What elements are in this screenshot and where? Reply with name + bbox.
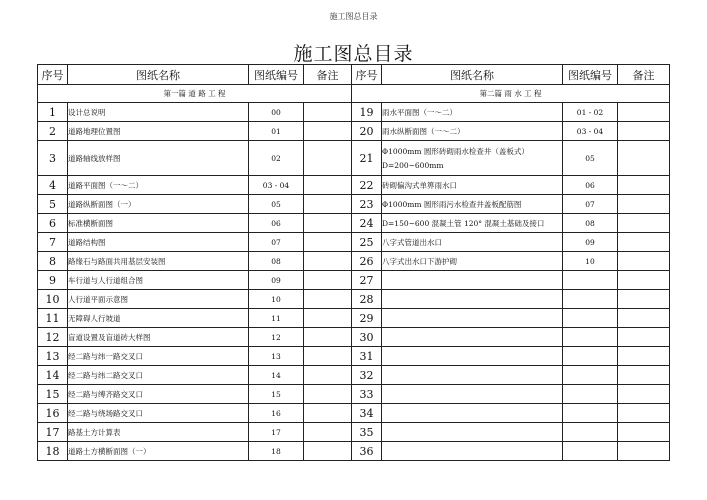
left-seq: 2 <box>38 122 68 141</box>
right-drawing-name: 八字式管道出水口 <box>382 233 563 252</box>
left-seq: 3 <box>38 141 68 176</box>
header-code-left: 图纸编号 <box>249 65 304 85</box>
right-drawing-name: 雨水纵断面图（一～二） <box>382 122 563 141</box>
right-drawing-code <box>563 442 618 461</box>
left-drawing-name: 道路结构图 <box>68 233 249 252</box>
left-drawing-name: 道路地理位置图 <box>68 122 249 141</box>
right-drawing-code: 06 <box>563 176 618 195</box>
table-row <box>38 233 670 252</box>
right-drawing-code <box>563 423 618 442</box>
right-seq: 28 <box>352 290 382 309</box>
left-drawing-name: 道路土方横断面图（一） <box>68 442 249 461</box>
right-drawing-code <box>563 404 618 423</box>
page-header-note: 施工图总目录 <box>329 12 378 21</box>
left-note <box>304 328 352 347</box>
left-drawing-name: 经二路与纬二路交叉口 <box>68 366 249 385</box>
right-note <box>618 366 670 385</box>
left-drawing-name: 道路平面图（一～二） <box>68 176 249 195</box>
right-note <box>618 141 670 176</box>
right-seq: 29 <box>352 309 382 328</box>
right-seq: 31 <box>352 347 382 366</box>
table-row <box>38 423 670 442</box>
right-seq: 30 <box>352 328 382 347</box>
right-drawing-code: 07 <box>563 195 618 214</box>
left-drawing-code: 02 <box>249 141 304 176</box>
right-note <box>618 328 670 347</box>
right-drawing-name: 八字式出水口下游护砌 <box>382 252 563 271</box>
header-seq-left: 序号 <box>38 65 68 85</box>
right-drawing-code <box>563 366 618 385</box>
right-drawing-name: 砖砌偏沟式单箅雨水口 <box>382 176 563 195</box>
right-note <box>618 176 670 195</box>
left-drawing-code: 18 <box>249 442 304 461</box>
table-row <box>38 385 670 404</box>
right-seq: 24 <box>352 214 382 233</box>
section-left-road: 第一篇 道 路 工 程 <box>38 85 352 103</box>
left-note <box>304 176 352 195</box>
left-seq: 9 <box>38 271 68 290</box>
left-note <box>304 103 352 122</box>
table-row <box>38 195 670 214</box>
right-seq: 35 <box>352 423 382 442</box>
right-drawing-name <box>382 271 563 290</box>
left-note <box>304 366 352 385</box>
left-drawing-code: 15 <box>249 385 304 404</box>
left-drawing-name: 道路轴线放样图 <box>68 141 249 176</box>
right-drawing-name <box>382 328 563 347</box>
left-drawing-name: 经二路与纬一路交叉口 <box>68 347 249 366</box>
left-note <box>304 347 352 366</box>
left-drawing-name: 路缘石与路面共用基层安装图 <box>68 252 249 271</box>
header-name-left: 图纸名称 <box>68 65 249 85</box>
left-seq: 13 <box>38 347 68 366</box>
right-seq: 25 <box>352 233 382 252</box>
table-row <box>38 176 670 195</box>
left-drawing-code: 09 <box>249 271 304 290</box>
right-drawing-name <box>382 347 563 366</box>
left-note <box>304 214 352 233</box>
left-note <box>304 442 352 461</box>
table-row <box>38 214 670 233</box>
left-drawing-name: 人行道平面示意图 <box>68 290 249 309</box>
left-drawing-code: 06 <box>249 214 304 233</box>
document-title: 施工图总目录 <box>293 43 414 65</box>
right-drawing-name <box>382 309 563 328</box>
section-right-rainwater: 第二篇 雨 水 工 程 <box>352 85 670 103</box>
right-drawing-code: 09 <box>563 233 618 252</box>
left-seq: 8 <box>38 252 68 271</box>
table-row <box>38 328 670 347</box>
left-seq: 7 <box>38 233 68 252</box>
right-note <box>618 385 670 404</box>
left-drawing-code: 00 <box>249 103 304 122</box>
right-seq: 22 <box>352 176 382 195</box>
table-row <box>38 366 670 385</box>
right-note <box>618 122 670 141</box>
left-drawing-code: 14 <box>249 366 304 385</box>
left-seq: 18 <box>38 442 68 461</box>
right-drawing-name <box>382 423 563 442</box>
left-note <box>304 290 352 309</box>
table-row <box>38 103 670 122</box>
left-drawing-code: 11 <box>249 309 304 328</box>
right-seq: 27 <box>352 271 382 290</box>
header-name-right: 图纸名称 <box>382 65 563 85</box>
left-seq: 5 <box>38 195 68 214</box>
header-code-right: 图纸编号 <box>563 65 618 85</box>
right-drawing-code <box>563 385 618 404</box>
right-drawing-name <box>382 404 563 423</box>
right-drawing-name: D=150~600 混凝土管 120° 混凝土基础及接口 <box>382 214 563 233</box>
right-drawing-name <box>382 385 563 404</box>
right-drawing-name: 雨水平面图（一～二） <box>382 103 563 122</box>
section-row <box>38 85 670 103</box>
left-seq: 16 <box>38 404 68 423</box>
right-note <box>618 347 670 366</box>
left-drawing-name: 车行道与人行道组合图 <box>68 271 249 290</box>
right-drawing-name: Φ1000mm 圆形砖砌雨水检查井（盖板式）D=200~600mm <box>382 141 563 176</box>
left-note <box>304 252 352 271</box>
left-drawing-name: 无障碍人行坡道 <box>68 309 249 328</box>
right-note <box>618 404 670 423</box>
right-drawing-code <box>563 271 618 290</box>
left-note <box>304 141 352 176</box>
right-drawing-code: 05 <box>563 141 618 176</box>
right-drawing-code <box>563 328 618 347</box>
right-note <box>618 103 670 122</box>
left-drawing-name: 路基土方计算表 <box>68 423 249 442</box>
right-drawing-code <box>563 347 618 366</box>
right-drawing-code: 03 - 04 <box>563 122 618 141</box>
left-drawing-code: 08 <box>249 252 304 271</box>
table-header-row <box>38 65 670 85</box>
right-seq: 19 <box>352 103 382 122</box>
right-drawing-code <box>563 290 618 309</box>
table-row <box>38 290 670 309</box>
left-drawing-code: 03 - 04 <box>249 176 304 195</box>
left-seq: 1 <box>38 103 68 122</box>
right-seq: 33 <box>352 385 382 404</box>
header-seq-right: 序号 <box>352 65 382 85</box>
left-seq: 15 <box>38 385 68 404</box>
right-seq: 23 <box>352 195 382 214</box>
left-note <box>304 271 352 290</box>
right-drawing-code: 08 <box>563 214 618 233</box>
left-drawing-name: 标准横断面图 <box>68 214 249 233</box>
left-note <box>304 233 352 252</box>
left-drawing-code: 10 <box>249 290 304 309</box>
left-seq: 17 <box>38 423 68 442</box>
left-seq: 11 <box>38 309 68 328</box>
left-note <box>304 122 352 141</box>
right-note <box>618 252 670 271</box>
right-drawing-name <box>382 366 563 385</box>
right-seq: 36 <box>352 442 382 461</box>
right-note <box>618 442 670 461</box>
left-drawing-name: 设计总说明 <box>68 103 249 122</box>
left-drawing-code: 13 <box>249 347 304 366</box>
drawing-catalog-table <box>37 64 670 461</box>
right-note <box>618 309 670 328</box>
left-drawing-code: 17 <box>249 423 304 442</box>
table-row <box>38 252 670 271</box>
left-drawing-name: 盲道设置及盲道砖大样图 <box>68 328 249 347</box>
right-drawing-name <box>382 442 563 461</box>
left-drawing-code: 16 <box>249 404 304 423</box>
left-note <box>304 195 352 214</box>
right-drawing-code: 10 <box>563 252 618 271</box>
header-note-right: 备注 <box>618 65 670 85</box>
right-seq: 34 <box>352 404 382 423</box>
right-seq: 21 <box>352 141 382 176</box>
left-drawing-name: 道路纵断面图（一） <box>68 195 249 214</box>
right-note <box>618 423 670 442</box>
table-row <box>38 347 670 366</box>
left-drawing-name: 经二路与缚齐路交叉口 <box>68 385 249 404</box>
left-seq: 12 <box>38 328 68 347</box>
left-note <box>304 309 352 328</box>
left-drawing-code: 01 <box>249 122 304 141</box>
left-drawing-code: 07 <box>249 233 304 252</box>
right-seq: 20 <box>352 122 382 141</box>
left-note <box>304 385 352 404</box>
left-drawing-code: 12 <box>249 328 304 347</box>
right-drawing-name: Φ1000mm 圆形雨污水检查井盖板配筋图 <box>382 195 563 214</box>
left-seq: 6 <box>38 214 68 233</box>
right-note <box>618 195 670 214</box>
right-drawing-name <box>382 290 563 309</box>
left-seq: 10 <box>38 290 68 309</box>
left-seq: 14 <box>38 366 68 385</box>
table-row <box>38 271 670 290</box>
table-row <box>38 122 670 141</box>
left-note <box>304 423 352 442</box>
right-seq: 32 <box>352 366 382 385</box>
left-seq: 4 <box>38 176 68 195</box>
right-note <box>618 271 670 290</box>
right-drawing-code <box>563 309 618 328</box>
left-drawing-code: 05 <box>249 195 304 214</box>
left-drawing-name: 经二路与绕场路交叉口 <box>68 404 249 423</box>
header-note-left: 备注 <box>304 65 352 85</box>
right-note <box>618 290 670 309</box>
right-note <box>618 214 670 233</box>
table-row <box>38 442 670 461</box>
table-row <box>38 309 670 328</box>
right-note <box>618 233 670 252</box>
right-drawing-code: 01 - 02 <box>563 103 618 122</box>
left-note <box>304 404 352 423</box>
table-row <box>38 404 670 423</box>
right-seq: 26 <box>352 252 382 271</box>
table-row <box>38 141 670 176</box>
